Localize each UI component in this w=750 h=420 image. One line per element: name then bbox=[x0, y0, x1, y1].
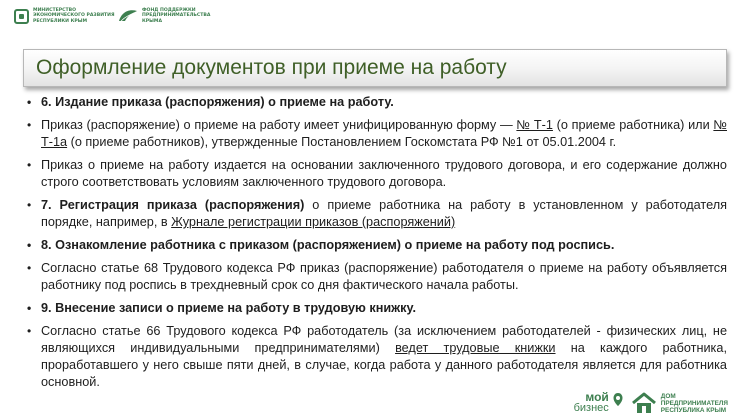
emblem-icon bbox=[14, 9, 29, 24]
ministry-logo bbox=[14, 8, 115, 24]
footer-logos bbox=[574, 392, 728, 414]
bullet-icon: • bbox=[27, 261, 32, 275]
form-t1a-link[interactable]: № Т-1а bbox=[41, 118, 727, 149]
content-list bbox=[27, 94, 727, 397]
bullet-icon: • bbox=[27, 324, 32, 338]
list-item: • 6. Издание приказа (распоряжения) о приеме на работу. bbox=[27, 95, 394, 109]
fund-logo bbox=[118, 8, 210, 24]
bullet-icon: • bbox=[27, 238, 32, 252]
form-t1-link[interactable]: № Т-1 bbox=[516, 118, 553, 132]
bullet-icon: • bbox=[27, 198, 32, 212]
bullet-icon: • bbox=[27, 118, 32, 132]
title-box bbox=[23, 49, 727, 87]
order-journal-link[interactable]: Журнале регистрации приказов (распоряжений) bbox=[171, 215, 456, 229]
bullet-icon: • bbox=[27, 158, 32, 172]
list-item: • 9. Внесение записи о приеме на работу в трудовую книжку. bbox=[27, 301, 416, 315]
bullet-icon: • bbox=[27, 301, 32, 315]
bullet-icon: • bbox=[27, 95, 32, 109]
house-icon bbox=[631, 392, 657, 414]
list-item: • Приказ о приеме на работу издается на основании заключенного трудового договора, и его содержание должно строго соответствовать условиям заключенного трудового договора. bbox=[27, 158, 727, 189]
header-logos bbox=[0, 0, 750, 38]
list-item: • 8. Ознакомление работника с приказом (распоряжением) о приеме на работу под роспись. bbox=[27, 238, 615, 252]
list-item: • Согласно статье 66 Трудового кодекса РФ работодатель (за исключением работодателей - физических лиц, не являющихся индивидуальными предпринимателями) ведет трудовые книжки на каждого работника, проработавшего у него свыше пяти дней, в случае, когда работа у данного работодателя является для работника основной. bbox=[27, 324, 727, 389]
list-item: • Приказ (распоряжение) о приеме на работу имеет унифицированную форму — № Т-1 (о приеме работника) или № Т-1а (о приеме работников), утвержденные Постановлением Госкомстата РФ №1 от 05.01.2004 г. bbox=[27, 118, 727, 149]
list-item: • 7. Регистрация приказа (распоряжения) о приеме работника на работу в установленном у работодателя порядке, например, в Журнале регистрации приказов (распоряжений) bbox=[27, 198, 727, 229]
work-books-link[interactable]: ведет трудовые книжки bbox=[395, 341, 556, 355]
moi-biznes-logo: мой бизнес bbox=[573, 390, 609, 414]
ministry-logo-text: МИНИСТЕРСТВО ЭКОНОМИЧЕСКОГО РАЗВИТИЯ РЕСПУБЛИКИ КРЫМ bbox=[33, 8, 115, 24]
list-item: • Согласно статье 68 Трудового кодекса РФ приказ (распоряжение) работодателя о приеме на работу объявляется работнику под роспись в трехдневный срок со дня фактического начала работы. bbox=[27, 261, 727, 292]
map-pin-icon bbox=[613, 392, 623, 414]
fund-logo-text: ФОНД ПОДДЕРЖКИ ПРЕДПРИНИМАТЕЛЬСТВА КРЫМА bbox=[142, 8, 211, 24]
dom-predprinimatelya-logo: ДОМ ПРЕДПРИНИМАТЕЛЯ РЕСПУБЛИКА КРЫМ bbox=[660, 393, 728, 414]
leaf-icon bbox=[118, 9, 138, 23]
page-title: Оформление документов при приеме на работу bbox=[36, 56, 507, 79]
